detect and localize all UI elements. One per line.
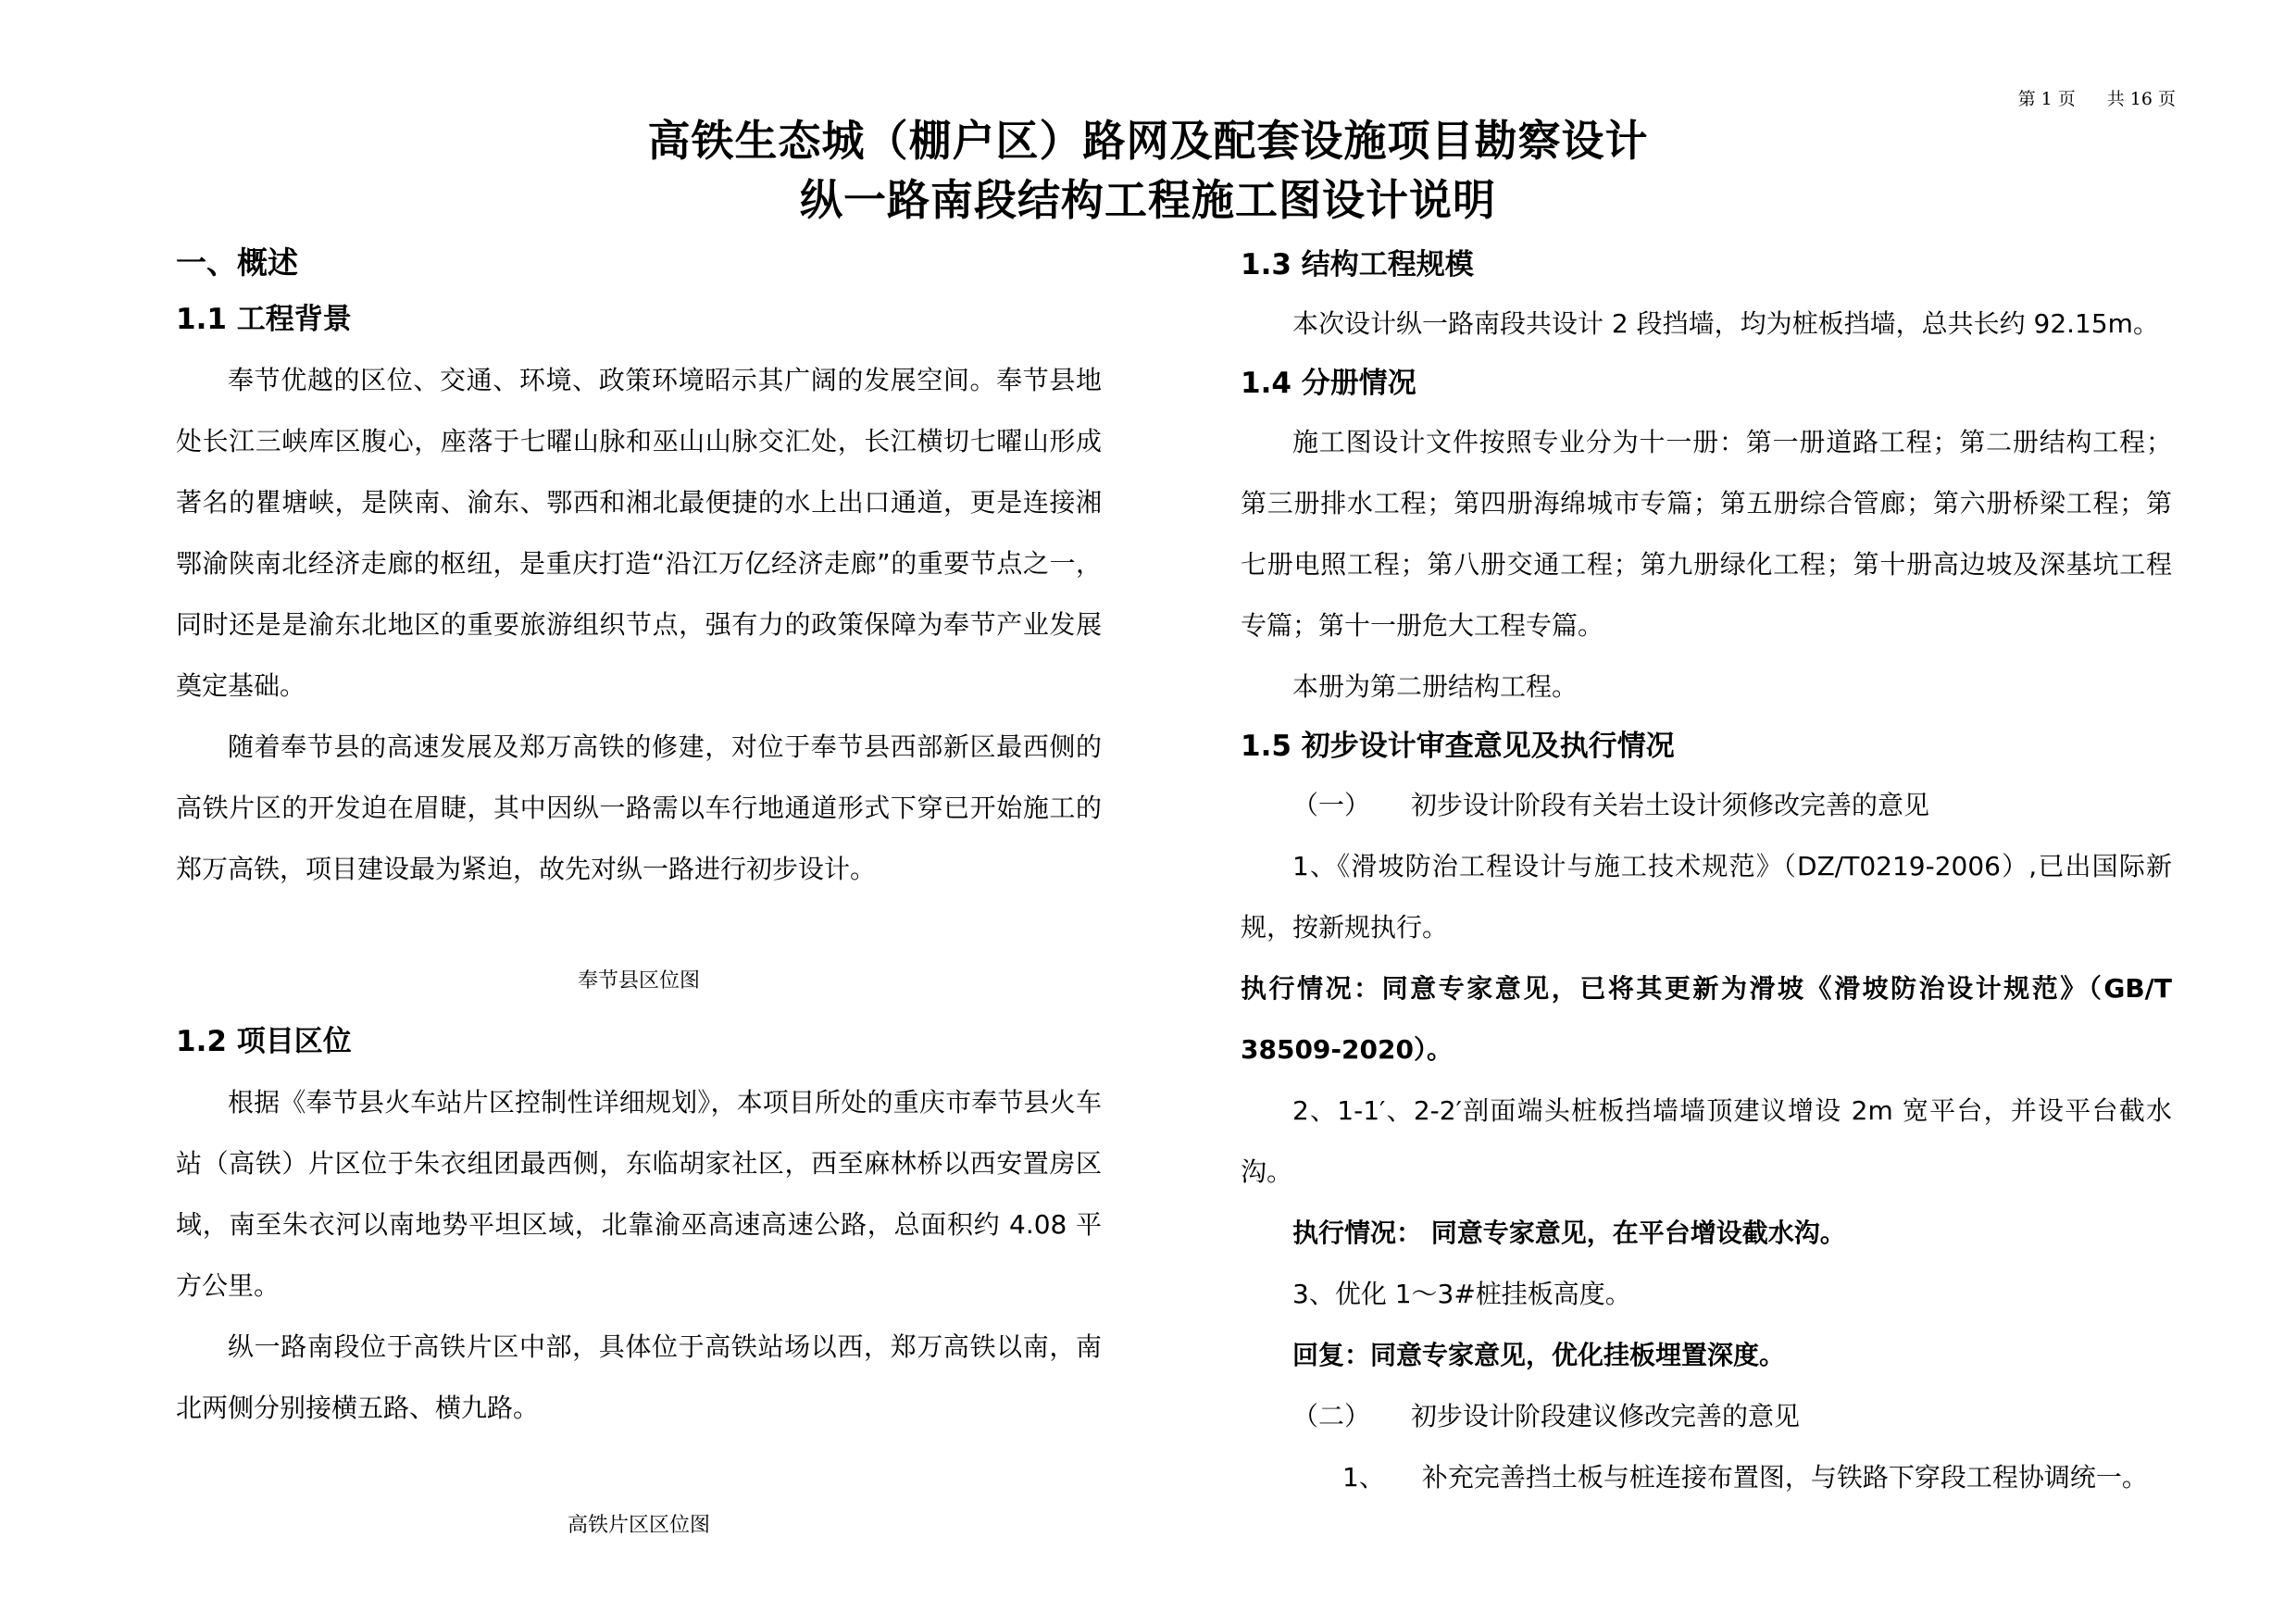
page-indicator: [1944, 85, 2176, 110]
reply-3: 回复：同意专家意见，优化挂板埋置深度。: [1292, 1340, 1786, 1370]
heading-1-4: 1.4 分册情况: [1241, 367, 1416, 400]
subsection-2-label: （二）: [1292, 1401, 1371, 1431]
heading-1-2: 1.2 项目区位: [176, 1025, 352, 1058]
document-title-line2: 纵一路南段结构工程施工图设计说明: [800, 175, 1496, 225]
review-item-1: 1、《滑坡防治工程设计与施工技术规范》（DZ/T0219-2006）,已出国际新规，按新规执行。: [1241, 851, 2172, 943]
figure-caption-district-location: 高铁片区区位图: [567, 1514, 710, 1537]
subsection-1: [1241, 775, 2172, 836]
subsection-1-label: （一）: [1292, 790, 1371, 820]
left-column: [176, 236, 1102, 1546]
section-heading-overview: 一、概述: [176, 244, 298, 281]
paragraph-background-2: 随着奉节县的高速发展及郑万高铁的修建，对位于奉节县西部新区最西侧的高铁片区的开发迫在眉睫，其中因纵一路需以车行地通道形式下穿已开始施工的郑万高铁，项目建设最为紧迫，故先对纵一路进行初步设计。: [176, 731, 1102, 884]
page-total: 共 16 页: [2106, 89, 2176, 109]
review-item-4-text: 补充完善挡土板与桩连接布置图，与铁路下穿段工程协调统一。: [1421, 1462, 2148, 1493]
execution-status-2: 执行情况： 同意专家意见，在平台增设截水沟。: [1292, 1218, 1846, 1248]
review-item-2: 2、1-1′、2-2′剖面端头桩板挡墙墙顶建议增设 2m 宽平台，并设平台截水沟。: [1241, 1095, 2172, 1187]
execution-status-1: 执行情况：同意专家意见，已将其更新为滑坡《滑坡防治设计规范》（GB/T 38509-2020）。: [1241, 973, 2172, 1065]
heading-1-3: 1.3 结构工程规模: [1241, 248, 1474, 281]
subsection-1-text: 初步设计阶段有关岩土设计须修改完善的意见: [1411, 790, 1930, 820]
right-column: [1241, 236, 2172, 1508]
review-item-4: [1241, 1447, 2172, 1508]
figure-caption-county-location: 奉节县区位图: [577, 969, 700, 993]
review-item-3: 3、优化 1～3#桩挂板高度。: [1292, 1279, 1631, 1309]
subsection-2-text: 初步设计阶段建议修改完善的意见: [1411, 1401, 1801, 1431]
paragraph-location-1: 根据《奉节县火车站片区控制性详细规划》，本项目所处的重庆市奉节县火车站（高铁）片区位于朱衣组团最西侧，东临胡家社区，西至麻林桥以西安置房区域，南至朱衣河以南地势平坦区域，北靠渝巫高速高速公路，总面积约 4.08 平方公里。: [176, 1087, 1102, 1301]
heading-1-5: 1.5 初步设计审查意见及执行情况: [1241, 730, 1675, 763]
paragraph-location-2: 纵一路南段位于高铁片区中部，具体位于高铁站场以西，郑万高铁以南，南北两侧分别接横五路、横九路。: [176, 1331, 1102, 1423]
page-current: 第 1 页: [2017, 89, 2076, 109]
heading-1-1: 1.1 工程背景: [176, 303, 352, 336]
paragraph-this-volume: 本册为第二册结构工程。: [1292, 671, 1578, 702]
document-title-line1: 高铁生态城（棚户区）路网及配套设施项目勘察设计: [647, 116, 1649, 166]
paragraph-volumes: 施工图设计文件按照专业分为十一册：第一册道路工程；第二册结构工程；第三册排水工程；第四册海绵城市专篇；第五册综合管廊；第六册桥梁工程；第七册电照工程；第八册交通工程；第九册绿化工程；第十册高边坡及深基坑工程专篇；第十一册危大工程专篇。: [1241, 427, 2172, 641]
paragraph-background-1: 奉节优越的区位、交通、环境、政策环境昭示其广阔的发展空间。奉节县地处长江三峡库区腹心，座落于七曜山脉和巫山山脉交汇处，长江横切七曜山形成著名的瞿塘峡，是陕南、渝东、鄂西和湘北最便捷的水上出口通道，更是连接湘鄂渝陕南北经济走廊的枢纽，是重庆打造“沿江万亿经济走廊”的重要节点之一，同时还是是渝东北地区的重要旅游组织节点，强有力的政策保障为奉节产业发展奠定基础。: [176, 365, 1102, 701]
paragraph-scale: 本次设计纵一路南段共设计 2 段挡墙，均为桩板挡墙，总共长约 92.15m。: [1292, 308, 2159, 339]
subsection-2: [1241, 1386, 2172, 1447]
review-item-4-number: 1、: [1342, 1462, 1385, 1493]
